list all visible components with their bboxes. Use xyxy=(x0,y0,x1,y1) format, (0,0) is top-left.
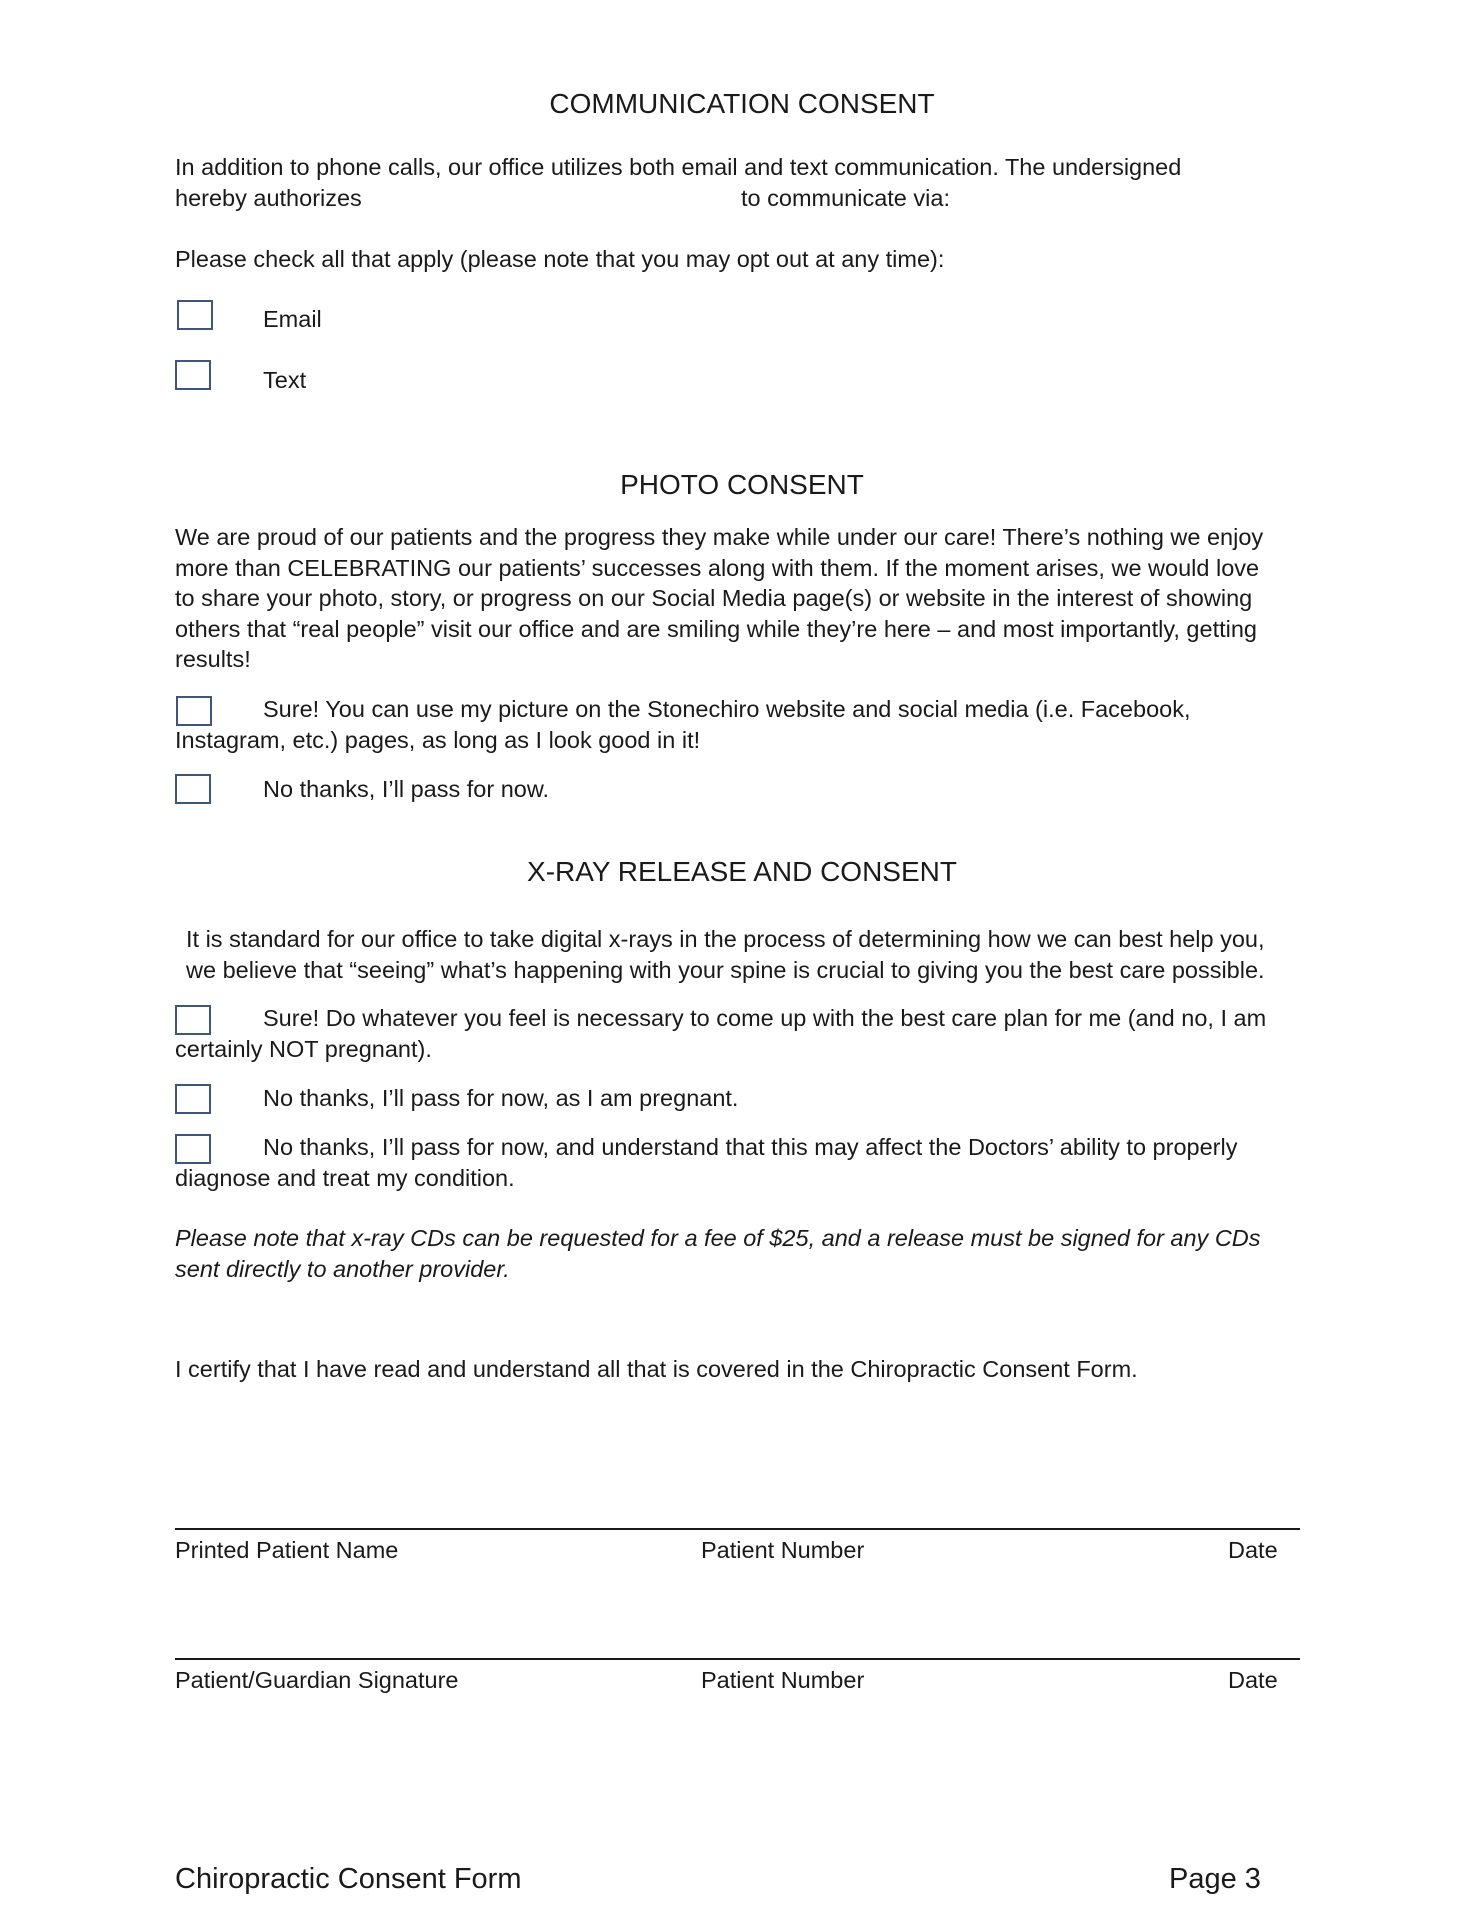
signature-label: Patient/Guardian Signature xyxy=(175,1667,459,1693)
photo-consent-no-checkbox[interactable] xyxy=(175,774,211,804)
certification-statement: I certify that I have read and understand all that is covered in the Chiropractic Consent Form. xyxy=(175,1356,1138,1382)
communication-intro-line1: In addition to phone calls, our office utilizes both email and text communication. The undersigned xyxy=(175,154,1182,180)
xray-note-line: sent directly to another provider. xyxy=(175,1255,510,1282)
photo-consent-heading: PHOTO CONSENT xyxy=(620,469,864,500)
xray-cd-note xyxy=(175,1223,1325,1284)
page-number: Page 3 xyxy=(1169,1863,1261,1895)
date-label: Date xyxy=(1228,1537,1278,1563)
xray-decline-label: No thanks, I’ll pass for now, and understand that this may affect the Doctors’ ability to properly xyxy=(263,1134,1238,1160)
xray-decline-pregnant-checkbox[interactable] xyxy=(175,1084,211,1114)
email-checkbox[interactable] xyxy=(177,300,213,330)
communication-intro-via: to communicate via: xyxy=(741,185,950,211)
xray-consent-yes-label: Sure! Do whatever you feel is necessary to come up with the best care plan for me (and no, I am xyxy=(263,1005,1267,1031)
photo-consent-paragraph xyxy=(175,522,1325,675)
xray-consent-paragraph xyxy=(186,924,1336,985)
photo-paragraph-line: We are proud of our patients and the progress they make while under our care! There’s nothing we enjoy xyxy=(175,524,1264,550)
signature-line[interactable] xyxy=(175,1658,1300,1660)
email-option-label: Email xyxy=(263,306,322,332)
printed-name-line[interactable] xyxy=(175,1528,1300,1530)
footer-title: Chiropractic Consent Form xyxy=(175,1863,522,1895)
xray-decline-label-cont: diagnose and treat my condition. xyxy=(175,1165,515,1191)
printed-name-label: Printed Patient Name xyxy=(175,1537,399,1563)
xray-paragraph-line: we believe that “seeing” what’s happening with your spine is crucial to giving you the best care possible. xyxy=(186,956,1265,983)
xray-consent-yes-label-cont: certainly NOT pregnant). xyxy=(175,1036,432,1062)
text-checkbox[interactable] xyxy=(175,360,211,390)
patient-number-label: Patient Number xyxy=(701,1537,865,1563)
photo-paragraph-line: to share your photo, story, or progress on our Social Media page(s) or website in the interest of showing xyxy=(175,585,1253,611)
date-label: Date xyxy=(1228,1667,1278,1693)
photo-consent-yes-label-cont: Instagram, etc.) pages, as long as I look good in it! xyxy=(175,727,701,753)
photo-consent-no-label: No thanks, I’ll pass for now. xyxy=(263,776,550,802)
photo-paragraph-line: others that “real people” visit our office and are smiling while they’re here – and most importantly, getting xyxy=(175,615,1257,642)
communication-instruction: Please check all that apply (please note that you may opt out at any time): xyxy=(175,246,945,272)
xray-paragraph-line: It is standard for our office to take digital x-rays in the process of determining how we can best help you, xyxy=(186,926,1265,952)
communication-consent-heading: COMMUNICATION CONSENT xyxy=(549,88,935,119)
photo-paragraph-line: results! xyxy=(175,646,251,672)
communication-intro-authorizes: hereby authorizes xyxy=(175,185,362,211)
xray-decline-pregnant-label: No thanks, I’ll pass for now, as I am pregnant. xyxy=(263,1085,739,1111)
text-option-label: Text xyxy=(263,367,307,393)
xray-consent-heading: X-RAY RELEASE AND CONSENT xyxy=(527,856,957,887)
photo-consent-yes-label: Sure! You can use my picture on the Stonechiro website and social media (i.e. Facebook, xyxy=(263,696,1191,722)
xray-decline-checkbox[interactable] xyxy=(175,1134,211,1164)
xray-note-line: Please note that x-ray CDs can be requested for a fee of $25, and a release must be signed for any CDs xyxy=(175,1225,1261,1251)
xray-consent-yes-checkbox[interactable] xyxy=(175,1005,211,1035)
photo-paragraph-line: more than CELEBRATING our patients’ successes along with them. If the moment arises, we would love xyxy=(175,554,1260,581)
patient-number-label: Patient Number xyxy=(701,1667,865,1693)
photo-consent-yes-checkbox[interactable] xyxy=(176,696,212,726)
